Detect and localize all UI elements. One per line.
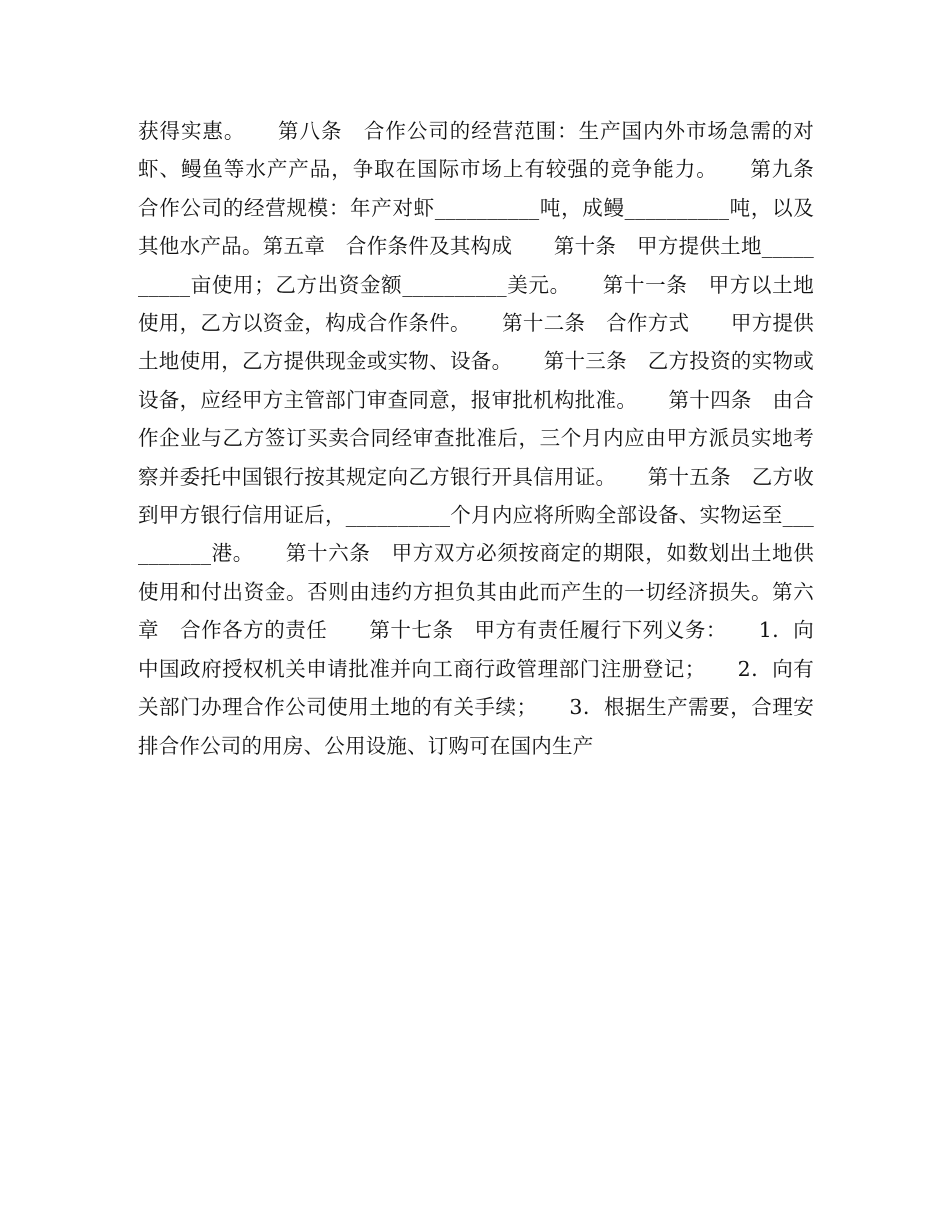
contract-body-text: 获得实惠。 第八条 合作公司的经营范围：生产国内外市场急需的对虾、鳗鱼等水产产品，争取在国际市场上有较强的竞争能力。 第九条 合作公司的经营规模：年产对虾__________吨，成鳗__________吨，以及其他水产品。第五章 合作条件及其构成 第十条 甲方提供土地__________亩使用；乙方出资金额__________美元。 第十一条 甲方以土地使用，乙方以资金，构成合作条件。 第十二条 合作方式 甲方提供土地使用，乙方提供现金或实物、设备。 第十三条 乙方投资的实物或设备，应经甲方主管部门审查同意，报审批机构批准。 第十四条 由合作企业与乙方签订买卖合同经审查批准后，三个月内应由甲方派员实地考察并委托中国银行按其规定向乙方银行开具信用证。 第十五条 乙方收到甲方银行信用证后，__________个月内应将所购全部设备、实物运至__________港。 第十六条 甲方双方必须按商定的期限，如数划出土地供使用和付出资金。否则由违约方担负其由此而产生的一切经济损失。第六章 合作各方的责任 第十七条 甲方有责任履行下列义务： 1．向中国政府授权机关申请批准并向工商行政管理部门注册登记； 2．向有关部门办理合作公司使用土地的有关手续； 3．根据生产需要，合理安排合作公司的用房、公用设施、订购可在国内生产 (138, 119, 835, 758)
